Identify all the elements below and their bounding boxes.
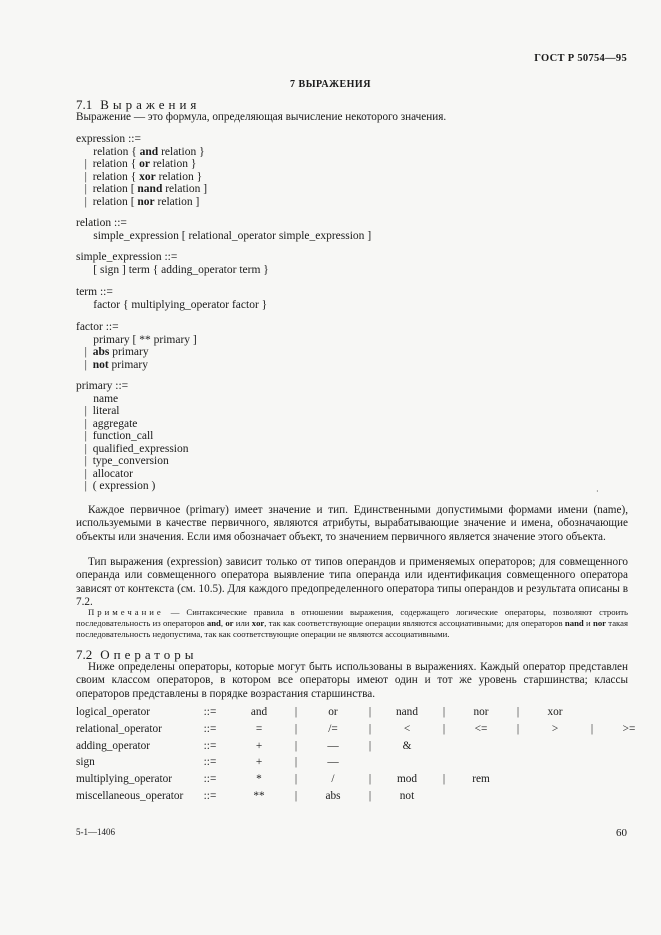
separator: | (368, 773, 372, 786)
operator-class-name: miscellaneous_operator (76, 789, 184, 802)
operator-symbol: xor (547, 706, 563, 718)
grammar-line: simple_expression ::= (76, 251, 178, 263)
definition-symbol: ::= (203, 739, 217, 752)
grammar-line: simple_expression [ relational_operator simple_expression ] (93, 229, 372, 242)
note-text: , так как соответствующие операции являются ассоциативными; для операторов (264, 618, 565, 629)
separator: | (442, 722, 446, 735)
operator-symbol: nand (396, 706, 418, 718)
grammar-line: | ( expression ) (84, 480, 156, 492)
operator-symbol: * (256, 773, 262, 786)
operator-table (76, 706, 652, 807)
grammar-line: term ::= (76, 286, 113, 298)
grammar-line: | allocator (84, 467, 133, 480)
grammar-line: name (93, 392, 119, 405)
note (76, 607, 628, 641)
operator-symbol: + (255, 739, 263, 752)
section-number: 7.1 (76, 97, 93, 112)
operator-row (76, 723, 652, 740)
separator: | (294, 773, 298, 786)
separator: | (442, 773, 446, 786)
operator-symbol: = (255, 722, 263, 735)
intro-text: Выражение — это формула, определяющая вычисление некоторого значения. (76, 111, 447, 123)
grammar-line: | relation [ nand relation ] (84, 183, 208, 195)
grammar-line: | relation { xor relation } (84, 170, 203, 183)
keyword: and (206, 618, 221, 629)
definition-symbol: ::= (203, 789, 217, 802)
speck: · (596, 487, 599, 496)
operator-row (76, 706, 652, 723)
grammar-line: | abs primary (84, 346, 149, 358)
operator-symbol: < (403, 722, 411, 735)
definition-symbol: ::= (203, 706, 217, 718)
grammar-line: | qualified_expression (84, 442, 189, 455)
paragraph-primary: Каждое первичное (primary) имеет значение и тип. Единственными допустимыми формами имени (name), используемыми в качестве первичного, являются атрибуты, вырабатывающие значение и имена, обозначающие объекты или значения. Если имя обозначает объект, то значением первичного является значение этого объекта. (76, 504, 628, 543)
grammar-line: primary ::= (76, 380, 129, 392)
section-number: 7.2 (76, 647, 93, 662)
operator-row (76, 790, 652, 807)
keyword: xor (251, 618, 265, 629)
operator-symbol: /= (328, 722, 338, 735)
operator-symbol: not (399, 789, 415, 802)
note-label: Примечание (88, 607, 164, 617)
section-title: Выражения (100, 97, 201, 112)
operator-symbol: — (327, 756, 339, 769)
operator-symbol: <= (474, 722, 488, 735)
operator-class-name: logical_operator (76, 706, 151, 718)
separator: | (294, 739, 298, 752)
separator: | (590, 722, 594, 735)
separator: | (442, 706, 446, 718)
grammar-line: [ sign ] term { adding_operator term } (93, 263, 269, 276)
operator-class-name: adding_operator (76, 739, 151, 752)
operator-symbol: / (331, 773, 335, 786)
separator: | (294, 789, 298, 802)
separator: | (294, 722, 298, 735)
definition-symbol: ::= (203, 722, 217, 735)
grammar-line: | relation { or relation } (84, 158, 197, 170)
separator: | (516, 706, 520, 718)
grammar-line: expression ::= (76, 133, 141, 145)
separator: | (294, 706, 298, 718)
operator-row (76, 740, 652, 757)
operator-symbol: ** (253, 789, 265, 802)
operator-symbol: > (551, 722, 559, 735)
separator: | (294, 756, 298, 769)
keyword: nand (564, 618, 584, 629)
grammar-line: primary [ ** primary ] (93, 333, 197, 346)
separator: | (368, 706, 372, 718)
operator-class-name: multiplying_operator (76, 773, 173, 786)
chapter-title: 7 ВЫРАЖЕНИЯ (290, 79, 371, 90)
paragraph-expression-type: Тип выражения (expression) зависит только от типов операндов и применяемых операторов; для совмещенного операнда или совмещенного оператора выявление типа операнда или идентификация совмещенного оператора зависят от контекста (см. 10.5). Для каждого предопределенного оператора типы операндов и результата описаны в 7.2. (76, 556, 628, 608)
operator-symbol: >= (622, 722, 636, 735)
section-title: Операторы (100, 647, 198, 662)
operator-class-name: relational_operator (76, 722, 162, 735)
note-text: такая последовательность недопустима, так как соответствующие операции не являются ассоциативными. (76, 618, 628, 640)
grammar-line: relation ::= (76, 217, 127, 229)
operator-row (76, 773, 652, 790)
grammar-line: relation { and relation } (93, 145, 205, 158)
document-id: ГОСТ Р 50754—95 (534, 53, 627, 64)
page-number: 60 (616, 827, 627, 839)
separator: | (368, 739, 372, 752)
grammar-line: factor ::= (76, 321, 119, 333)
keyword: or (225, 618, 234, 629)
operator-symbol: abs (325, 789, 341, 802)
operator-symbol: rem (472, 773, 490, 786)
separator: | (516, 722, 520, 735)
grammar-line: factor { multiplying_operator factor } (93, 298, 268, 311)
separator: | (368, 789, 372, 802)
operator-symbol: and (250, 706, 268, 718)
grammar-line: | function_call (84, 430, 154, 442)
note-text: — Синтаксические правила в отношении выражения, содержащего логические операторы, позволяют строить последовательность из операторов (76, 607, 628, 629)
definition-symbol: ::= (203, 756, 217, 769)
grammar-line: | not primary (84, 358, 148, 371)
separator: | (368, 722, 372, 735)
operator-symbol: mod (396, 773, 418, 786)
grammar-line: | aggregate (84, 417, 138, 430)
operator-row (76, 756, 652, 773)
operator-symbol: & (402, 739, 412, 752)
grammar-line: | relation [ nor relation ] (84, 195, 200, 208)
operator-class-name: sign (76, 756, 95, 769)
note-text: , (220, 618, 226, 629)
operator-symbol: + (255, 756, 263, 769)
paragraph-operators: Ниже определены операторы, которые могут быть использованы в выражениях. Каждый оператор представлен своим классом операторов, в котором все операторы имеют один и тот же уровень старшинства; классы операторов представлены в порядке возрастания старшинства. (76, 661, 628, 700)
note-text: и (583, 618, 593, 629)
grammar-line: | type_conversion (84, 455, 169, 467)
grammar-line: | literal (84, 405, 120, 417)
note-text: или (233, 618, 252, 629)
operator-symbol: — (327, 739, 339, 752)
operator-symbol: or (328, 706, 338, 718)
operator-symbol: nor (473, 706, 489, 718)
definition-symbol: ::= (203, 773, 217, 786)
print-code: 5-1—1406 (76, 827, 115, 837)
keyword: nor (592, 618, 607, 629)
